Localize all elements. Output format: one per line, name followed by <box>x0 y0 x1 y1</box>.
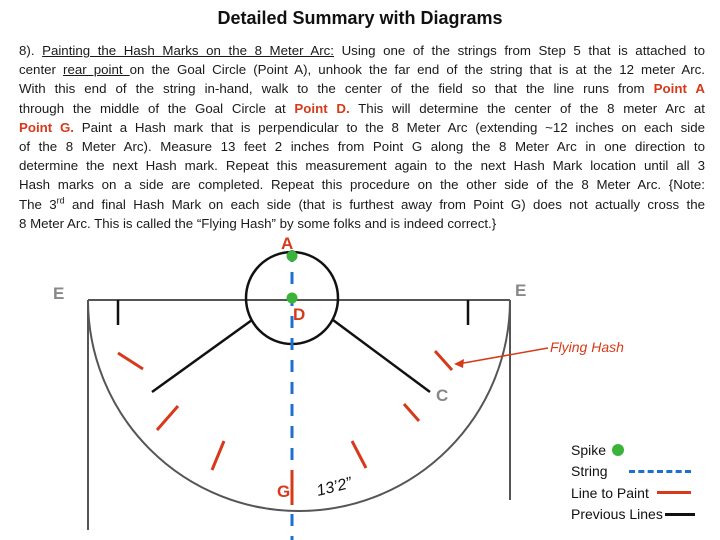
text-run: and final Hash Mark on each side (that is furthest away from Point G) does not actually cross the <box>64 196 705 212</box>
text-run: This will determine the center of the 8 meter Arc at <box>349 100 705 116</box>
goal-area-line-left <box>152 320 252 392</box>
label-point-d: D <box>293 305 306 324</box>
legend <box>571 439 695 525</box>
label-point-g: G <box>277 482 291 501</box>
text-run: Hash marks on a side are completed. Repeat this procedure on the other side of the 8 Meter Arc. {Note: <box>19 177 705 193</box>
legend-item-previous-lines <box>571 504 695 526</box>
point-a-ref: Point A <box>653 81 705 97</box>
text-run: 8 Meter Arc. This is called the “Flying Hash” by some folks and is indeed correct.} <box>19 215 497 231</box>
text-run: center <box>19 62 64 78</box>
page-title: Detailed Summary with Diagrams <box>217 8 503 28</box>
hash-mark-left-2 <box>157 406 178 430</box>
label-point-e-left: E <box>53 284 65 303</box>
hash-mark-left-1 <box>212 441 224 470</box>
legend-item-string <box>571 461 695 483</box>
label-point-c: C <box>436 386 449 405</box>
pointer-arrowhead <box>454 359 464 368</box>
underlined-term: rear point <box>63 62 130 78</box>
text-run: The 3 <box>19 196 57 212</box>
point-d-ref: Point D. <box>294 100 350 116</box>
text-run: determine the next Hash mark. Repeat this measurement again to the next Hash Mark location until all 3 <box>19 158 705 174</box>
flying-hash-right <box>435 351 452 370</box>
flying-hash-left <box>118 353 143 369</box>
superscript: rd <box>56 195 65 206</box>
eight-meter-arc <box>88 300 510 511</box>
legend-label: Previous Lines <box>571 506 663 523</box>
legend-label: String <box>571 463 608 480</box>
text-run: of the 8 Meter Arc). Measure 13 feet 2 inches from Point G along the 8 Meter Arc in one direction to <box>19 139 705 155</box>
label-point-a: A <box>281 234 294 253</box>
text-run: 8). <box>19 43 43 58</box>
label-point-e-right: E <box>515 281 527 300</box>
label-measure: 13’2” <box>314 474 354 500</box>
label-flying-hash: Flying Hash <box>550 339 624 355</box>
text-run: on the Goal Circle (Point A), unhook the far end of the string that is at the 12 meter Arc. <box>129 62 705 78</box>
hash-mark-right-2 <box>404 404 419 421</box>
green-dot-icon <box>612 444 624 456</box>
red-line-icon <box>657 491 691 494</box>
point-g-ref: Point G. <box>19 119 74 135</box>
goal-area-line-right <box>333 320 430 392</box>
text-run: through the middle of the Goal Circle at <box>19 100 295 116</box>
legend-label: Line to Paint <box>571 484 649 501</box>
text-run: Paint a Hash mark that is perpendicular to the 8 Meter Arc (extending ~12 inches on each side <box>74 119 705 135</box>
legend-item-line-to-paint <box>571 482 695 504</box>
text-run: With this end of the string in-hand, walk to the center of the field so that the line runs from <box>19 81 654 97</box>
black-line-icon <box>665 513 695 516</box>
text-run: Using one of the strings from Step 5 that is attached to <box>334 43 705 58</box>
legend-label: Spike <box>571 441 607 458</box>
blue-dashed-line-icon <box>629 470 691 473</box>
step-heading: Painting the Hash Marks on the 8 Meter Arc: <box>42 43 334 58</box>
spike-point-d <box>287 293 298 304</box>
hash-mark-right-1 <box>352 441 366 468</box>
legend-item-spike <box>571 439 695 461</box>
